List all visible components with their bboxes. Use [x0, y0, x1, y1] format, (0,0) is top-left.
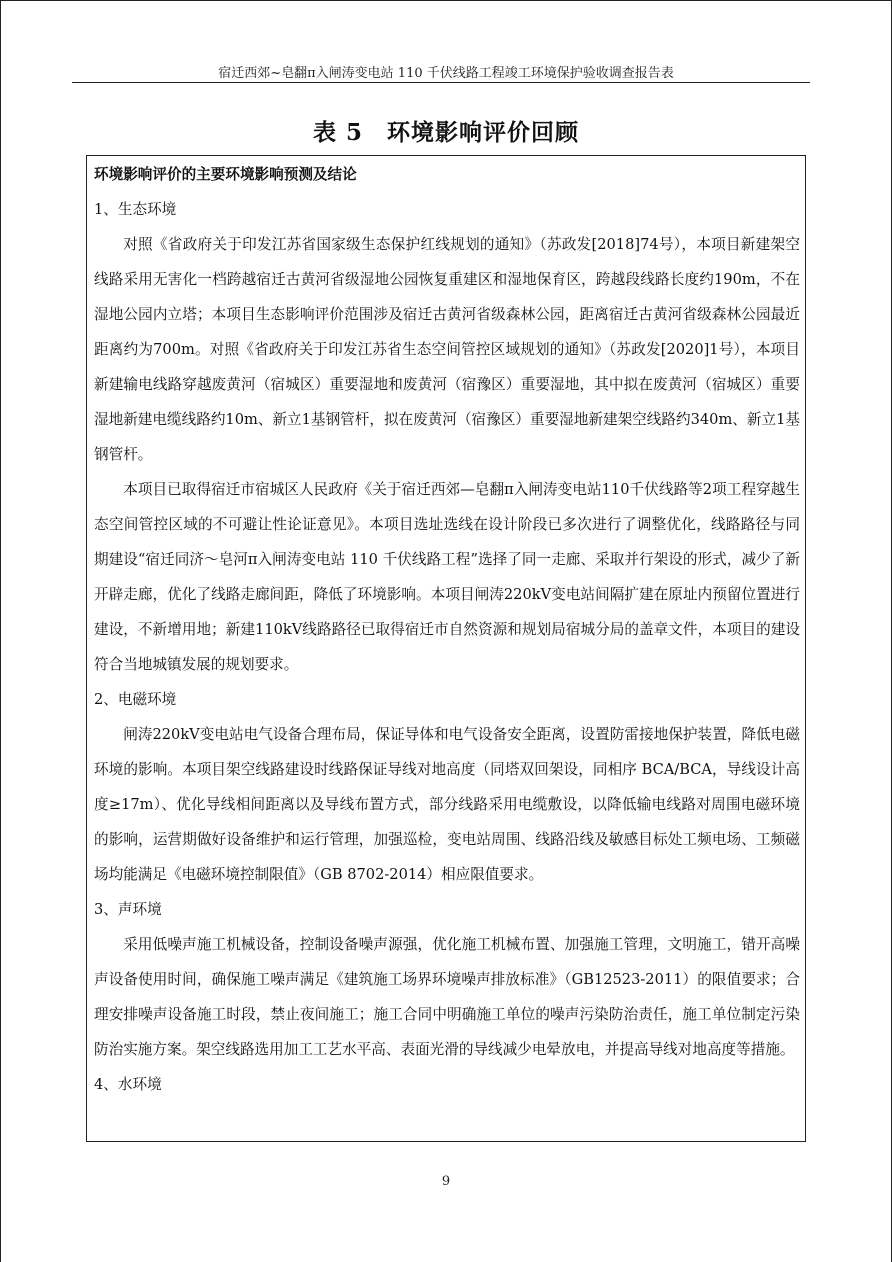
content-area	[94, 157, 800, 1102]
section-title: 环境影响评价的主要环境影响预测及结论	[94, 166, 357, 183]
ecology-paragraph-2: 本项目已取得宿迁市宿城区人民政府《关于宿迁西郊—皂翻π入闸涛变电站110千伏线路等2项工程穿越生态空间管控区域的不可避让性论证意见》。本项目选址选线在设计阶段已多次进行了调整优化，线路路径与同期建设“宿迁同济～皂河π入闸涛变电站 110 千伏线路工程”选择了同一走廊、采取并行架设的形式，减少了新开辟走廊，优化了线路走廊间距，降低了环境影响。本项目闸涛220kV变电站间隔扩建在原址内预留位置进行建设，不新增用地；新建110kV线路路径已取得宿迁市自然资源和规划局宿城分局的盖章文件，本项目的建设符合当地城镇发展的规划要求。	[94, 481, 800, 673]
acoustic-paragraph: 采用低噪声施工机械设备，控制设备噪声源强，优化施工机械布置、加强施工管理，文明施工，错开高噪声设备使用时间，确保施工噪声满足《建筑施工场界环境噪声排放标准》（GB12523-2011）的限值要求；合理安排噪声设备施工时段，禁止夜间施工；施工合同中明确施工单位的噪声污染防治责任，施工单位制定污染防治实施方案。架空线路选用加工工艺水平高、表面光滑的导线减少电晕放电，并提高导线对地高度等措施。	[94, 936, 800, 1058]
header-rule	[72, 82, 810, 83]
page-frame-top	[0, 0, 892, 1]
page-number: 9	[441, 1174, 451, 1189]
electromagnetic-paragraph: 闸涛220kV变电站电气设备合理布局，保证导体和电气设备安全距离，设置防雷接地保护装置，降低电磁环境的影响。本项目架空线路建设时线路保证导线对地高度（同塔双回架设，同相序 BCA/BCA，导线设计高度≥17m）、优化导线相间距离以及导线布置方式，部分线路采用电缆敷设，以降低输电线路对周围电磁环境的影响，运营期做好设备维护和运行管理，加强巡检，变电站周围、线路沿线及敏感目标处工频电场、工频磁场均能满足《电磁环境控制限值》（GB 8702-2014）相应限值要求。	[94, 726, 800, 883]
section-heading-acoustic: 3、声环境	[94, 901, 162, 918]
table-title: 表 5 环境影响评价回顾	[312, 119, 579, 146]
page-header: 宿迁西郊~皂翻π入闸涛变电站 110 千伏线路工程竣工环境保护验收调查报告表	[218, 66, 674, 81]
section-heading-ecology: 1、生态环境	[94, 201, 177, 218]
page-frame-left	[0, 0, 1, 1262]
section-heading-electromagnetic: 2、电磁环境	[94, 691, 177, 708]
section-heading-water: 4、水环境	[94, 1076, 162, 1093]
ecology-paragraph-1: 对照《省政府关于印发江苏省国家级生态保护红线规划的通知》（苏政发[2018]74号），本项目新建架空线路采用无害化一档跨越宿迁古黄河省级湿地公园恢复重建区和湿地保育区，跨越段线路长度约190m，不在湿地公园内立塔；本项目生态影响评价范围涉及宿迁古黄河省级森林公园，距离宿迁古黄河省级森林公园最近距离约为700m。对照《省政府关于印发江苏省生态空间管控区域规划的通知》（苏政发[2020]1号），本项目新建输电线路穿越废黄河（宿城区）重要湿地和废黄河（宿豫区）重要湿地，其中拟在废黄河（宿城区）重要湿地新建电缆线路约10m、新立1基钢管杆，拟在废黄河（宿豫区）重要湿地新建架空线路约340m、新立1基钢管杆。	[94, 236, 800, 463]
